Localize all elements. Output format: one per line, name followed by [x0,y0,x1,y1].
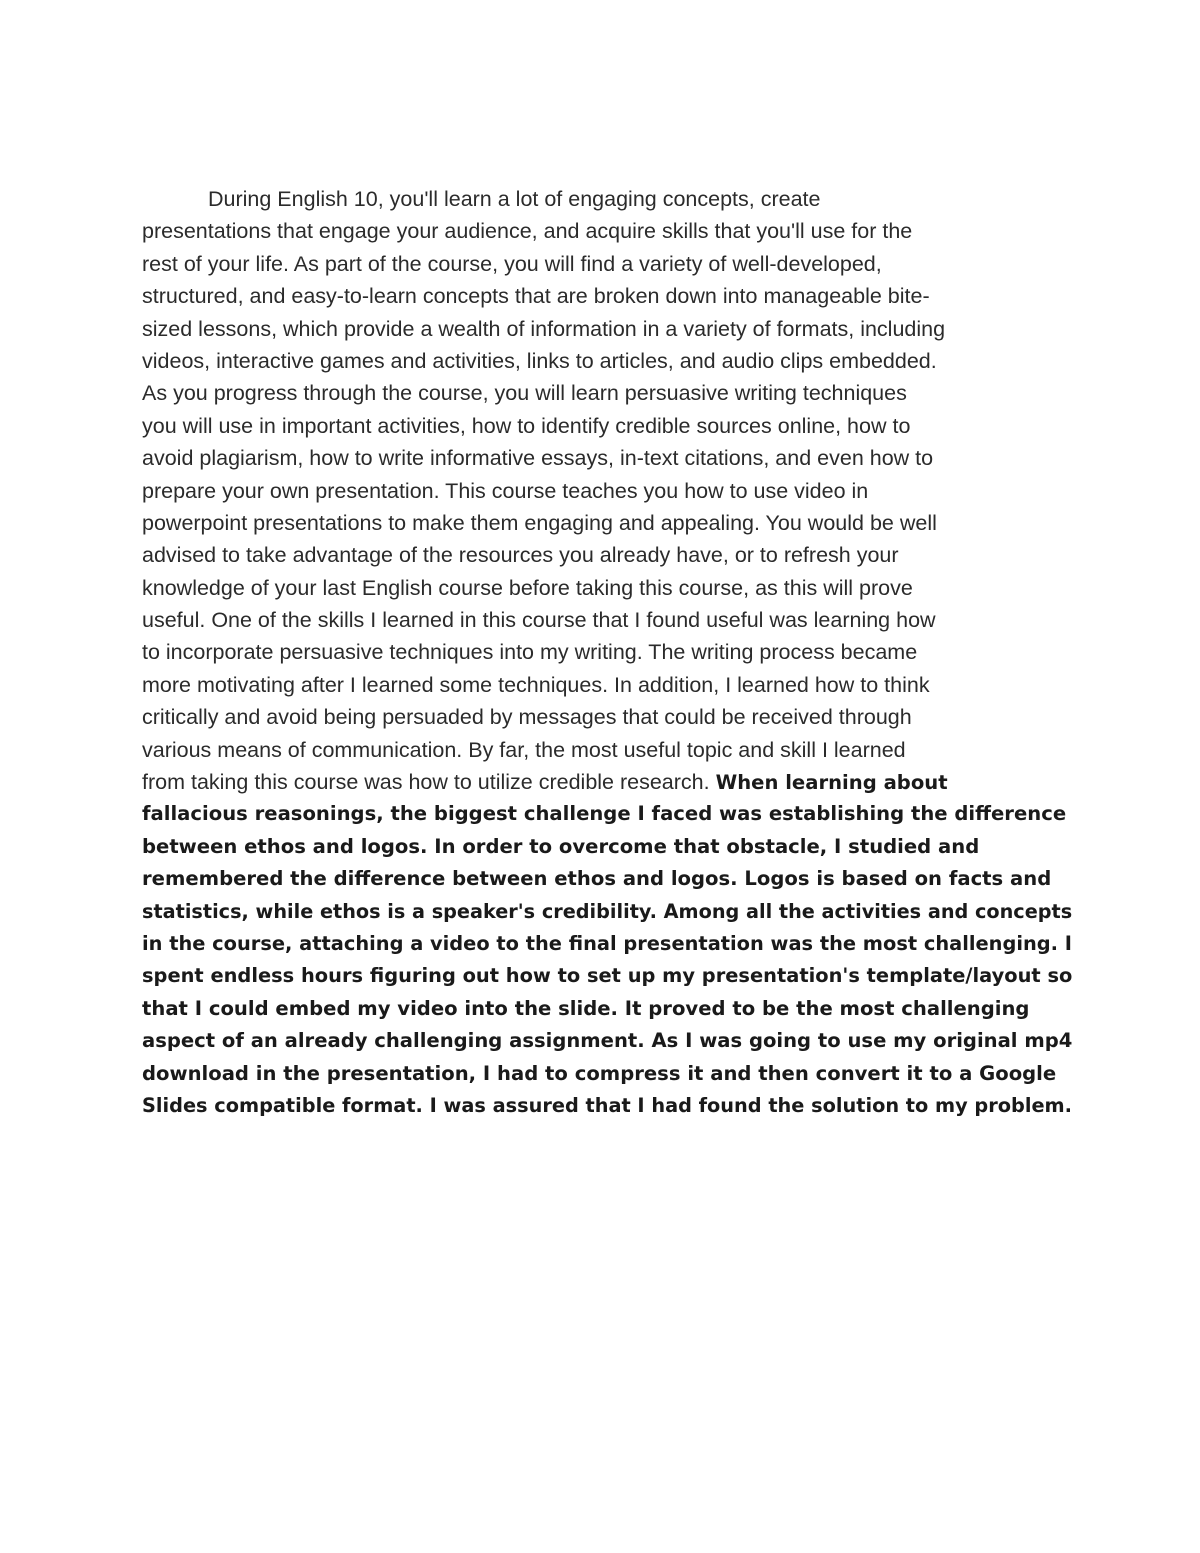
paragraph-line: powerpoint presentations to make them engaging and appealing. You would be well [142,510,937,535]
paragraph-line: advised to take advantage of the resources you already have, or to refresh your [142,543,899,568]
bold-paragraph-line: download in the presentation, I had to compress it and then convert it to a Google [142,1061,1057,1085]
paragraph-line: sized lessons, which provide a wealth of information in a variety of formats, including [142,316,946,341]
paragraph-line: As you progress through the course, you will learn persuasive writing techniques [142,381,907,406]
bold-paragraph-line: remembered the difference between ethos and logos. Logos is based on facts and [142,867,1052,891]
paragraph-line: videos, interactive games and activities, links to articles, and audio clips embedded. [142,348,937,373]
paragraph-line: useful. One of the skills I learned in this course that I found useful was learning how [142,608,936,633]
paragraph-line: various means of communication. By far, the most useful topic and skill I learned [142,737,906,762]
paragraph-line: presentations that engage your audience, and acquire skills that you'll use for the [142,219,913,244]
paragraph-line: to incorporate persuasive techniques into my writing. The writing process became [142,640,918,665]
bold-paragraph-line: Slides compatible format. I was assured that I had found the solution to my problem. [142,1093,1072,1117]
bold-paragraph-line: aspect of an already challenging assignment. As I was going to use my original mp4 [142,1029,1073,1053]
bold-paragraph-line: spent endless hours figuring out how to set up my presentation's template/layout so [142,964,1073,988]
regular-text: from taking this course was how to utilize credible research. [142,770,716,795]
bold-text: When learning about [715,771,948,795]
bold-paragraph-line: that I could embed my video into the slide. It proved to be the most challenging [142,996,1030,1020]
paragraph-line: knowledge of your last English course before taking this course, as this will prove [142,575,913,600]
bold-paragraph-line: in the course, attaching a video to the final presentation was the most challenging. I [142,931,1073,955]
essay-paragraph [142,183,1072,1122]
paragraph-line: During English 10, you'll learn a lot of engaging concepts, create [208,187,821,211]
paragraph-line: structured, and easy-to-learn concepts that are broken down into manageable bite- [142,284,930,309]
paragraph-line: more motivating after I learned some techniques. In addition, I learned how to think [142,672,930,697]
bold-paragraph-line: fallacious reasonings, the biggest challenge I faced was establishing the difference [142,802,1067,826]
paragraph-line: rest of your life. As part of the course, you will find a variety of well-developed, [142,251,882,276]
paragraph-line: critically and avoid being persuaded by messages that could be received through [142,705,912,730]
bold-paragraph-line: statistics, while ethos is a speaker's credibility. Among all the activities and concepts [142,899,1073,923]
paragraph-line: avoid plagiarism, how to write informative essays, in-text citations, and even how to [142,446,934,471]
bold-paragraph-line: between ethos and logos. In order to overcome that obstacle, I studied and [142,834,980,858]
mixed-paragraph-line [142,766,1072,798]
paragraph-line: you will use in important activities, how to identify credible sources online, how to [142,413,911,438]
paragraph-line: prepare your own presentation. This course teaches you how to use video in [142,478,869,503]
